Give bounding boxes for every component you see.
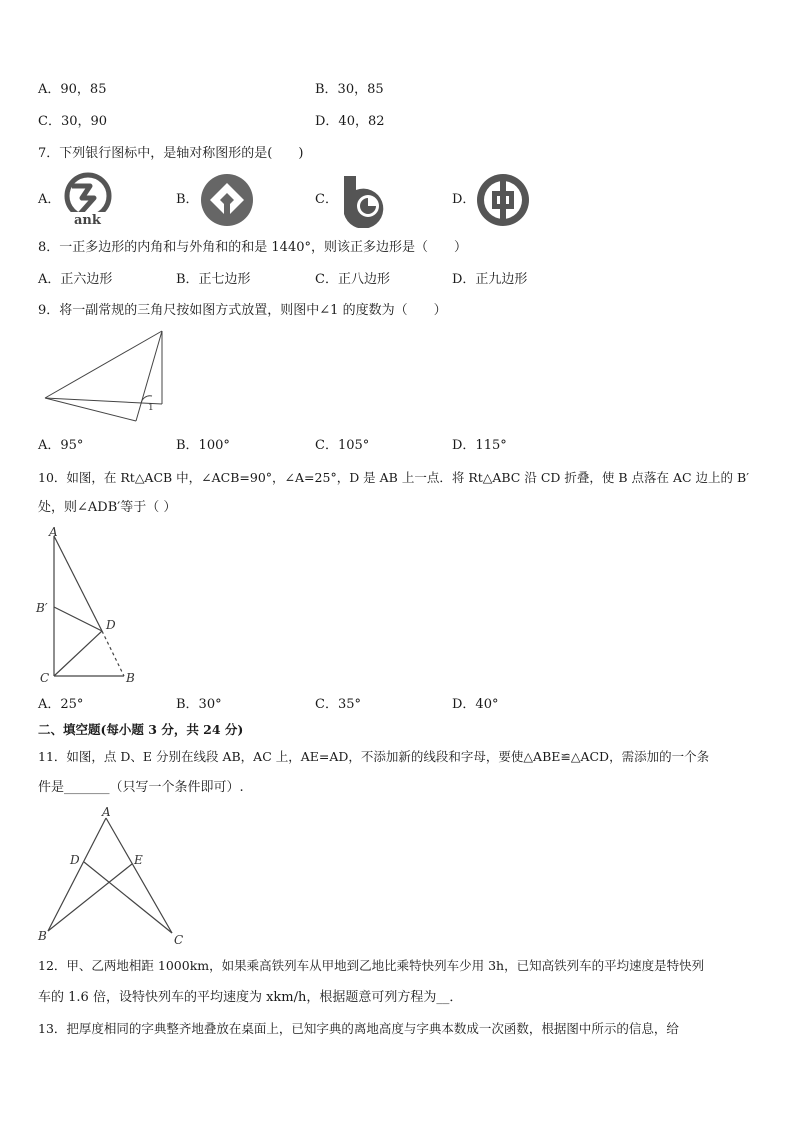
q10-stem-line2: 处，则∠ADB′等于（ ） [38, 500, 177, 515]
q10-point-a: A [49, 525, 58, 539]
q10-point-c: C [40, 671, 50, 685]
section-heading: 二、填空题(每小题 3 分，共 24 分) [38, 722, 244, 737]
q9-angle-label: 1 [148, 403, 154, 413]
q8-option-c: C．正八边形 [315, 272, 390, 287]
q8-option-b: B．正七边形 [176, 272, 251, 287]
q7-stem: 7．下列银行图标中，是轴对称图形的是( ) [38, 146, 304, 161]
q11-triangle-figure [34, 804, 194, 949]
q12-line1: 12．甲、乙两地相距 1000km，如果乘高铁列车从甲地到乙地比乘特快列车少用 3h，已知高铁列车的平均速度是特快列 [38, 958, 705, 973]
bank-logo-b-icon [200, 173, 254, 227]
q7-label-c: C． [315, 192, 338, 207]
q10-option-b: B．30° [176, 697, 222, 712]
q11-point-e: E [134, 853, 143, 867]
q9-option-a: A．95° [38, 438, 84, 453]
q8-option-a: A．正六边形 [38, 272, 113, 287]
q9-option-d: D．115° [452, 438, 507, 453]
q9-triangle-figure [40, 326, 170, 426]
q10-fold-figure [34, 524, 144, 688]
q6-option-a: A．90，85 [38, 82, 107, 97]
bank-logo-d-icon [476, 173, 530, 227]
bank-logo-a-icon [60, 172, 116, 228]
q10-option-a: A．25° [38, 697, 84, 712]
q10-option-d: D．40° [452, 697, 499, 712]
bank-logo-c-icon [338, 172, 394, 228]
q12-line2: 车的 1.6 倍，设特快列车的平均速度为 xkm/h，根据题意可列方程为__． [38, 990, 463, 1005]
q7-label-a: A． [38, 192, 61, 207]
q10-option-c: C．35° [315, 697, 361, 712]
q10-point-b-prime: B′ [36, 601, 48, 615]
q11-stem-line2: 件是_______（只写一个条件即可）. [38, 780, 244, 795]
q11-point-d: D [70, 853, 80, 867]
q6-option-c: C．30，90 [38, 114, 108, 129]
q10-point-d: D [106, 618, 116, 632]
q7-label-d: D． [452, 192, 476, 207]
q9-option-b: B．100° [176, 438, 230, 453]
bank-logo-a-text: ank [74, 213, 101, 228]
q13-line1: 13．把厚度相同的字典整齐地叠放在桌面上，已知字典的离地高度与字典本数成一次函数，根据图中所示的信息，给 [38, 1021, 679, 1036]
q8-option-d: D．正九边形 [452, 272, 528, 287]
q9-option-c: C．105° [315, 438, 370, 453]
q6-option-b: B．30，85 [315, 82, 384, 97]
q11-stem-line1: 11．如图，点 D、E 分别在线段 AB，AC 上，AE=AD，不添加新的线段和字母，要使△ABE≌△ACD，需添加的一个条 [38, 749, 710, 764]
q11-point-a: A [102, 805, 111, 819]
q6-option-d: D．40，82 [315, 114, 385, 129]
q10-point-b: B [126, 671, 135, 685]
q10-stem-line1: 10．如图，在 Rt△ACB 中，∠ACB=90°，∠A=25°，D 是 AB 上一点．将 Rt△ABC 沿 CD 折叠，使 B 点落在 AC 边上的 B′ [38, 470, 750, 485]
q8-stem: 8．一正多边形的内角和与外角和的和是 1440°，则该正多边形是（ ） [38, 240, 467, 255]
q7-label-b: B． [176, 192, 199, 207]
q9-stem: 9．将一副常规的三角尺按如图方式放置，则图中∠1 的度数为（ ） [38, 303, 447, 318]
q11-point-c: C [174, 933, 184, 947]
q11-point-b: B [38, 929, 47, 943]
